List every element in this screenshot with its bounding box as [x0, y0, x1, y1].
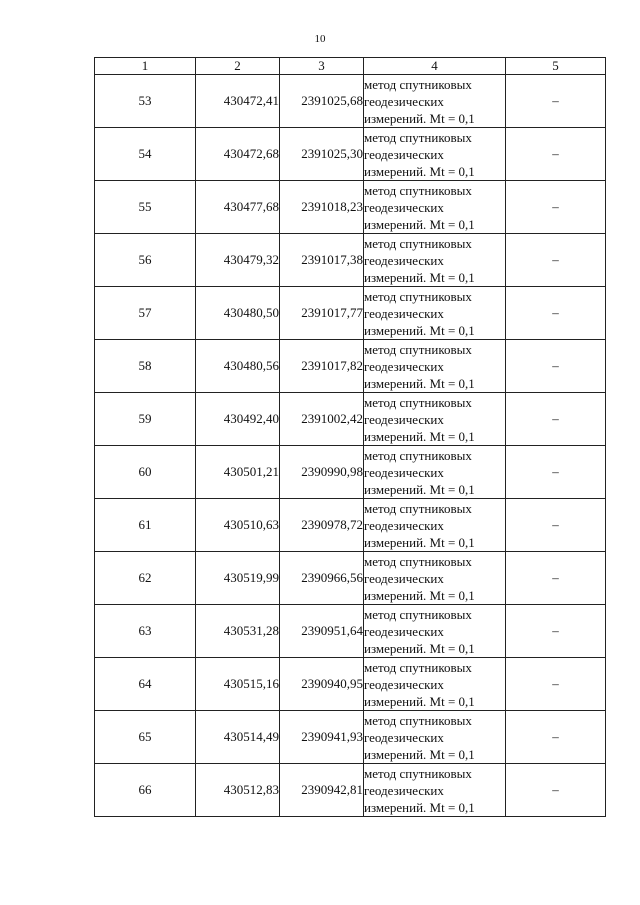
- method-cell: [364, 446, 506, 499]
- y-coordinate-cell: 2391017,82: [280, 340, 364, 393]
- header-col-5: 5: [506, 58, 606, 75]
- table-row: [95, 393, 606, 446]
- x-coordinate-cell: 430510,63: [196, 499, 280, 552]
- table-row: [95, 764, 606, 817]
- method-line: метод спутниковых: [364, 288, 472, 304]
- x-coordinate-cell: 430492,40: [196, 393, 280, 446]
- method-line: измерений. Mt = 0,1: [364, 587, 475, 603]
- y-coordinate-cell: 2390941,93: [280, 711, 364, 764]
- method-line: геодезических: [364, 517, 444, 533]
- y-coordinate-cell: 2390966,56: [280, 552, 364, 605]
- method-line: измерений. Mt = 0,1: [364, 640, 475, 656]
- method-line: геодезических: [364, 146, 444, 162]
- note-cell: –: [506, 446, 606, 499]
- method-line: метод спутниковых: [364, 341, 472, 357]
- method-line: геодезических: [364, 676, 444, 692]
- point-number-cell: 58: [95, 340, 196, 393]
- method-line: геодезических: [364, 358, 444, 374]
- method-line: метод спутниковых: [364, 235, 472, 251]
- x-coordinate-cell: 430501,21: [196, 446, 280, 499]
- table-row: [95, 446, 606, 499]
- y-coordinate-cell: 2390942,81: [280, 764, 364, 817]
- method-line: геодезических: [364, 782, 444, 798]
- header-col-1: 1: [95, 58, 196, 75]
- method-line: измерений. Mt = 0,1: [364, 269, 475, 285]
- method-cell: [364, 764, 506, 817]
- y-coordinate-cell: 2390951,64: [280, 605, 364, 658]
- table-row: [95, 181, 606, 234]
- method-line: метод спутниковых: [364, 447, 472, 463]
- table-row: [95, 75, 606, 128]
- note-cell: –: [506, 764, 606, 817]
- method-line: измерений. Mt = 0,1: [364, 534, 475, 550]
- method-line: измерений. Mt = 0,1: [364, 428, 475, 444]
- method-line: измерений. Mt = 0,1: [364, 799, 475, 815]
- header-col-3: 3: [280, 58, 364, 75]
- x-coordinate-cell: 430531,28: [196, 605, 280, 658]
- method-line: измерений. Mt = 0,1: [364, 693, 475, 709]
- method-line: метод спутниковых: [364, 76, 472, 92]
- method-cell: [364, 340, 506, 393]
- header-col-2: 2: [196, 58, 280, 75]
- table-row: [95, 234, 606, 287]
- table-row: [95, 287, 606, 340]
- coordinates-table: [94, 57, 606, 817]
- table-row: [95, 340, 606, 393]
- method-line: геодезических: [364, 623, 444, 639]
- method-cell: [364, 234, 506, 287]
- method-line: метод спутниковых: [364, 606, 472, 622]
- method-cell: [364, 181, 506, 234]
- method-line: геодезических: [364, 199, 444, 215]
- point-number-cell: 64: [95, 658, 196, 711]
- point-number-cell: 61: [95, 499, 196, 552]
- point-number-cell: 59: [95, 393, 196, 446]
- table-header-row: [95, 58, 606, 75]
- point-number-cell: 53: [95, 75, 196, 128]
- y-coordinate-cell: 2391017,38: [280, 234, 364, 287]
- method-line: метод спутниковых: [364, 394, 472, 410]
- x-coordinate-cell: 430477,68: [196, 181, 280, 234]
- point-number-cell: 55: [95, 181, 196, 234]
- table-row: [95, 499, 606, 552]
- method-line: метод спутниковых: [364, 129, 472, 145]
- x-coordinate-cell: 430512,83: [196, 764, 280, 817]
- table-row: [95, 552, 606, 605]
- x-coordinate-cell: 430480,50: [196, 287, 280, 340]
- note-cell: –: [506, 75, 606, 128]
- point-number-cell: 62: [95, 552, 196, 605]
- note-cell: –: [506, 128, 606, 181]
- table-row: [95, 128, 606, 181]
- method-line: метод спутниковых: [364, 182, 472, 198]
- method-line: измерений. Mt = 0,1: [364, 163, 475, 179]
- method-cell: [364, 499, 506, 552]
- x-coordinate-cell: 430515,16: [196, 658, 280, 711]
- table-row: [95, 658, 606, 711]
- note-cell: –: [506, 234, 606, 287]
- note-cell: –: [506, 499, 606, 552]
- method-cell: [364, 552, 506, 605]
- method-line: геодезических: [364, 464, 444, 480]
- y-coordinate-cell: 2390978,72: [280, 499, 364, 552]
- x-coordinate-cell: 430472,41: [196, 75, 280, 128]
- method-line: геодезических: [364, 729, 444, 745]
- point-number-cell: 60: [95, 446, 196, 499]
- point-number-cell: 65: [95, 711, 196, 764]
- note-cell: –: [506, 605, 606, 658]
- method-cell: [364, 128, 506, 181]
- method-line: метод спутниковых: [364, 553, 472, 569]
- x-coordinate-cell: 430519,99: [196, 552, 280, 605]
- method-line: геодезических: [364, 252, 444, 268]
- y-coordinate-cell: 2391025,68: [280, 75, 364, 128]
- y-coordinate-cell: 2391002,42: [280, 393, 364, 446]
- y-coordinate-cell: 2391017,77: [280, 287, 364, 340]
- method-line: измерений. Mt = 0,1: [364, 375, 475, 391]
- x-coordinate-cell: 430472,68: [196, 128, 280, 181]
- point-number-cell: 63: [95, 605, 196, 658]
- method-cell: [364, 393, 506, 446]
- method-line: измерений. Mt = 0,1: [364, 481, 475, 497]
- method-line: измерений. Mt = 0,1: [364, 322, 475, 338]
- method-line: геодезических: [364, 570, 444, 586]
- y-coordinate-cell: 2390940,95: [280, 658, 364, 711]
- method-line: измерений. Mt = 0,1: [364, 746, 475, 762]
- method-line: геодезических: [364, 93, 444, 109]
- method-cell: [364, 711, 506, 764]
- method-line: метод спутниковых: [364, 765, 472, 781]
- method-line: геодезических: [364, 411, 444, 427]
- method-line: геодезических: [364, 305, 444, 321]
- point-number-cell: 66: [95, 764, 196, 817]
- method-line: измерений. Mt = 0,1: [364, 110, 475, 126]
- point-number-cell: 57: [95, 287, 196, 340]
- method-cell: [364, 605, 506, 658]
- note-cell: –: [506, 181, 606, 234]
- note-cell: –: [506, 711, 606, 764]
- x-coordinate-cell: 430479,32: [196, 234, 280, 287]
- method-line: метод спутниковых: [364, 500, 472, 516]
- y-coordinate-cell: 2391025,30: [280, 128, 364, 181]
- method-line: измерений. Mt = 0,1: [364, 216, 475, 232]
- point-number-cell: 56: [95, 234, 196, 287]
- page-number: 10: [314, 33, 326, 45]
- note-cell: –: [506, 393, 606, 446]
- header-col-4: 4: [364, 58, 506, 75]
- method-line: метод спутниковых: [364, 712, 472, 728]
- method-cell: [364, 287, 506, 340]
- y-coordinate-cell: 2390990,98: [280, 446, 364, 499]
- y-coordinate-cell: 2391018,23: [280, 181, 364, 234]
- method-cell: [364, 658, 506, 711]
- table-body: [95, 75, 606, 817]
- point-number-cell: 54: [95, 128, 196, 181]
- method-line: метод спутниковых: [364, 659, 472, 675]
- table-row: [95, 605, 606, 658]
- note-cell: –: [506, 658, 606, 711]
- x-coordinate-cell: 430480,56: [196, 340, 280, 393]
- note-cell: –: [506, 287, 606, 340]
- x-coordinate-cell: 430514,49: [196, 711, 280, 764]
- method-cell: [364, 75, 506, 128]
- note-cell: –: [506, 552, 606, 605]
- note-cell: –: [506, 340, 606, 393]
- table-row: [95, 711, 606, 764]
